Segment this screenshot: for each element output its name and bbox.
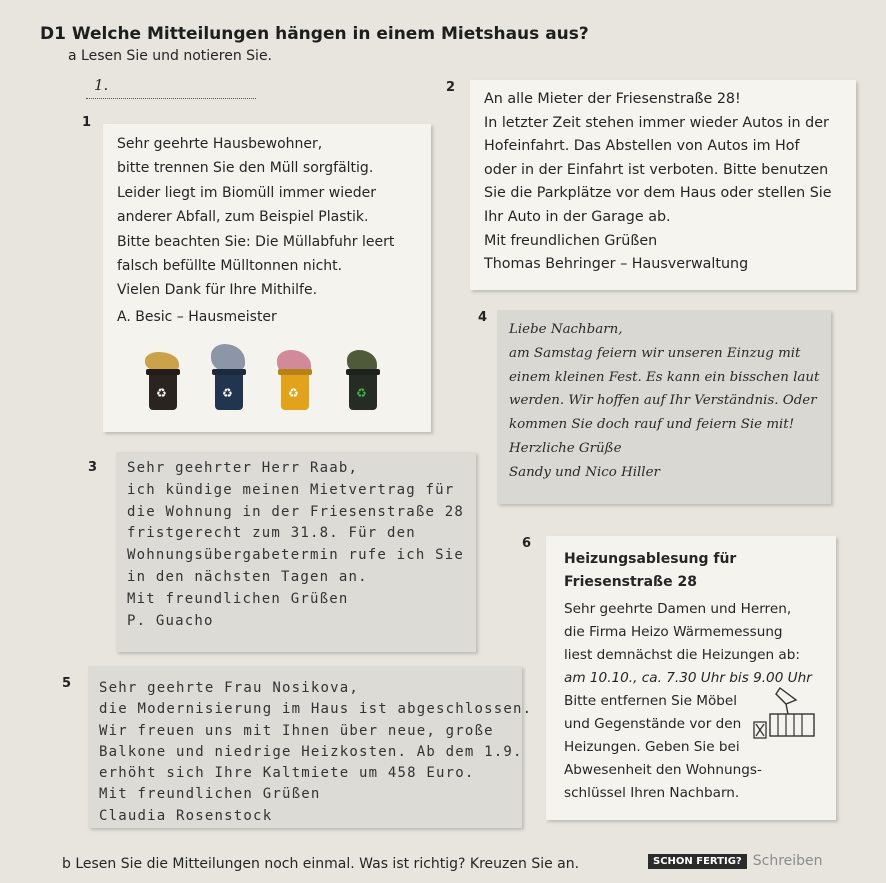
note-3-line: ich kündige meinen Mietvertrag für [127, 481, 455, 498]
note-1-line: Leider liegt im Biomüll immer wieder [117, 184, 376, 201]
note-3-line: in den nächsten Tagen an. [127, 568, 368, 585]
note-1-number: 1 [82, 115, 92, 130]
waste-bins-illustration [133, 344, 423, 424]
green-bin-icon: ♻ [349, 374, 377, 410]
note-6-line: Abwesenheit den Wohnungs- [564, 762, 762, 778]
note-4-line: kommen Sie doch rauf und feiern Sie mit! [509, 417, 795, 433]
note-5-line: die Modernisierung im Haus ist abgeschlossen. [99, 701, 533, 718]
note-4-party [497, 310, 831, 504]
note-1-salutation: Sehr geehrte Hausbewohner, [117, 136, 323, 152]
note-6-line: Bitte entfernen Sie Möbel [564, 693, 738, 709]
answer-blank-text: 1. [94, 76, 109, 94]
note-6-line: die Firma Heizo Wärmemessung [564, 624, 783, 640]
note-6-heading: Heizungsablesung für [564, 551, 737, 567]
note-5-number: 5 [62, 676, 72, 691]
furniture-radiator-icon [752, 686, 818, 740]
note-3-line: fristgerecht zum 31.8. Für den [127, 525, 416, 542]
note-5-line: Wir freuen uns mit Ihnen über neue, große [99, 722, 494, 739]
note-1-closing: Vielen Dank für Ihre Mithilfe. [117, 282, 318, 299]
note-4-line: einem kleinen Fest. Es kann ein bisschen laut [509, 369, 820, 385]
note-1-line: bitte trennen Sie den Müll sorgfältig. [117, 160, 374, 177]
paper-waste-icon [211, 344, 245, 372]
note-1-line: Bitte beachten Sie: Die Müllabfuhr leert [117, 233, 395, 250]
note-1-waste-sorting [103, 124, 431, 432]
note-4-line: am Samstag feiern wir unseren Einzug mit [509, 345, 801, 361]
note-2-heading: An alle Mieter der Friesenstraße 28! [484, 91, 741, 107]
note-3-line: Wohnungsübergabetermin rufe ich Sie [127, 547, 465, 564]
note-2-closing: Mit freundlichen Grüßen [484, 232, 658, 249]
note-5-line: erhöht sich Ihre Kaltmiete um 458 Euro. [99, 765, 475, 782]
schon-fertig-badge [648, 852, 823, 870]
note-2-line: In letzter Zeit stehen immer wieder Autos in der [484, 114, 829, 131]
note-6-line: schlüssel Ihren Nachbarn. [564, 785, 740, 801]
note-6-line: liest demnächst die Heizungen ab: [564, 647, 800, 663]
exercise-title: D1 Welche Mitteilungen hängen in einem Mietshaus aus? [40, 24, 589, 44]
note-2-parking [470, 80, 856, 290]
answer-line[interactable] [86, 78, 256, 99]
note-6-line: und Gegenstände vor den [564, 716, 742, 732]
note-6-date-time: am 10.10., ca. 7.30 Uhr bis 9.00 Uhr [564, 670, 812, 686]
note-1-line: anderer Abfall, zum Beispiel Plastik. [117, 209, 369, 226]
note-6-heading: Friesenstraße 28 [564, 574, 697, 590]
note-4-line: werden. Wir hoffen auf Ihr Verständnis. Oder [509, 393, 817, 409]
note-2-line: Sie die Parkplätze vor dem Haus oder stellen Sie [484, 185, 832, 202]
note-3-line: die Wohnung in der Friesenstraße 28 [127, 503, 465, 520]
note-4-closing: Herzliche Grüße [509, 440, 622, 456]
note-3-closing: Mit freundlichen Grüßen [127, 590, 349, 607]
note-2-line: Hofeinfahrt. Das Abstellen von Autos im Hof [484, 138, 800, 155]
note-3-signature: P. Guacho [127, 612, 214, 629]
yellow-bin-icon: ♻ [281, 374, 309, 410]
note-5-line: Balkone und niedrige Heizkosten. Ab dem 1.9. [99, 743, 523, 760]
note-4-number: 4 [478, 310, 488, 325]
task-b-instruction: b Lesen Sie die Mitteilungen noch einmal. Was ist richtig? Kreuzen Sie an. [62, 856, 580, 872]
note-2-signature: Thomas Behringer – Hausverwaltung [484, 256, 749, 273]
note-5-salutation: Sehr geehrte Frau Nosikova, [99, 680, 359, 696]
note-3-termination [116, 452, 476, 652]
badge-label: SCHON FERTIG? [648, 854, 747, 869]
note-6-salutation: Sehr geehrte Damen und Herren, [564, 601, 792, 617]
note-1-signature: A. Besic – Hausmeister [117, 308, 277, 325]
note-6-number: 6 [522, 536, 532, 551]
note-4-salutation: Liebe Nachbarn, [509, 322, 623, 337]
note-2-number: 2 [446, 80, 456, 95]
note-1-line: falsch befüllte Mülltonnen nicht. [117, 258, 343, 275]
note-5-closing: Mit freundlichen Grüßen [99, 786, 321, 803]
note-3-number: 3 [88, 460, 98, 475]
note-2-line: oder in der Einfahrt ist verboten. Bitte benutzen [484, 161, 829, 178]
note-2-line: Ihr Auto in der Garage ab. [484, 208, 671, 225]
badge-text: Schreiben [752, 853, 823, 869]
note-6-heating-reading [546, 536, 836, 820]
note-5-modernization [88, 666, 533, 828]
note-3-salutation: Sehr geehrter Herr Raab, [127, 460, 359, 476]
task-a-instruction: a Lesen Sie und notieren Sie. [68, 48, 273, 64]
note-5-signature: Claudia Rosenstock [99, 807, 273, 824]
note-4-signature: Sandy und Nico Hiller [509, 464, 660, 480]
blue-bin-icon: ♻ [215, 374, 243, 410]
brown-bin-icon: ♻ [149, 374, 177, 410]
note-6-line: Heizungen. Geben Sie bei [564, 739, 740, 755]
